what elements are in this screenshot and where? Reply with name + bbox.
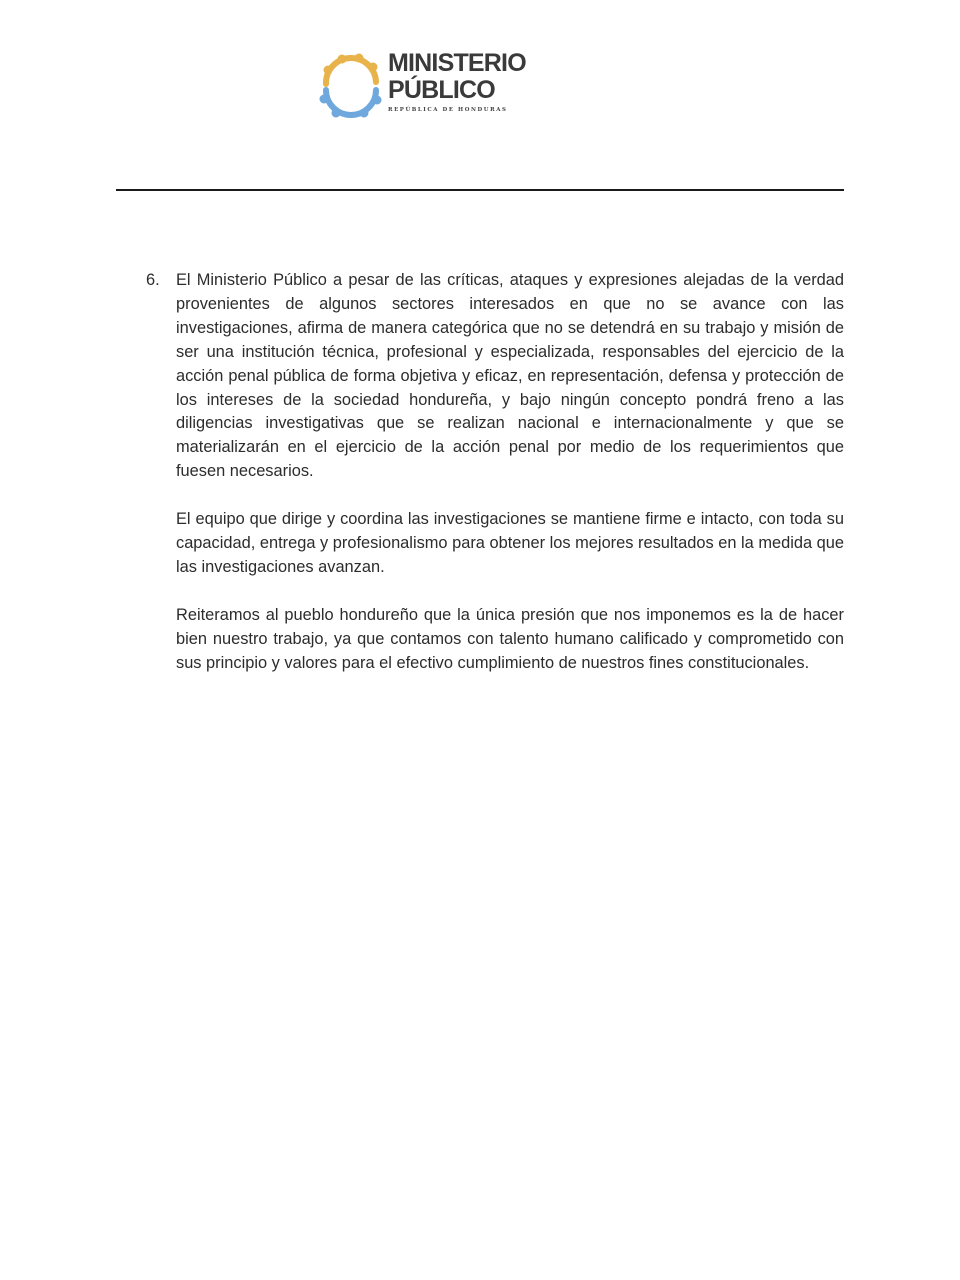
paragraph-1: El Ministerio Público a pesar de las críticas, ataques y expresiones alejadas de la verdad provenientes de algunos sectores interesados en que no se avance con las investigaciones, afirma de manera categórica que no se detendrá en su trabajo y misión de ser una institución técnica, profesional y especializada, responsables del ejercicio de la acción penal pública de forma objetiva y eficaz, en representación, defensa y protección de los intereses de la sociedad hondureña, y bajo ningún concepto pondrá freno a las diligencias investigativas que se realizan nacional e internacionalmente y que se materializarán en el ejercicio de la acción penal por medio de los requerimientos que fuesen necesarios. — [176, 271, 844, 481]
logo-wordmark — [388, 50, 526, 113]
document-body — [146, 269, 844, 676]
item-body — [176, 269, 844, 676]
logo-title-line2: PÚBLICO — [388, 76, 495, 104]
paragraph-2: El equipo que dirige y coordina las investigaciones se mantiene firme e intacto, con toda su capacidad, entrega y profesionalismo para obtener los mejores resultados en la medida que las investigaciones avanzan. — [176, 510, 844, 576]
paragraph-3: Reiteramos al pueblo hondureño que la única presión que nos imponemos es la de hacer bien nuestro trabajo, ya que contamos con talento humano calificado y comprometido con sus principio y valores para el efectivo cumplimiento de nuestros fines constitucionales. — [176, 605, 844, 672]
numbered-item — [146, 269, 844, 676]
item-number: 6. — [146, 271, 160, 289]
ministerio-publico-logo-icon — [318, 52, 384, 120]
header-logo — [318, 50, 538, 122]
logo-subtitle: REPÚBLICA DE HONDURAS — [388, 107, 508, 113]
logo-title-line1: MINISTERIO — [388, 49, 526, 77]
header-divider — [116, 189, 844, 191]
